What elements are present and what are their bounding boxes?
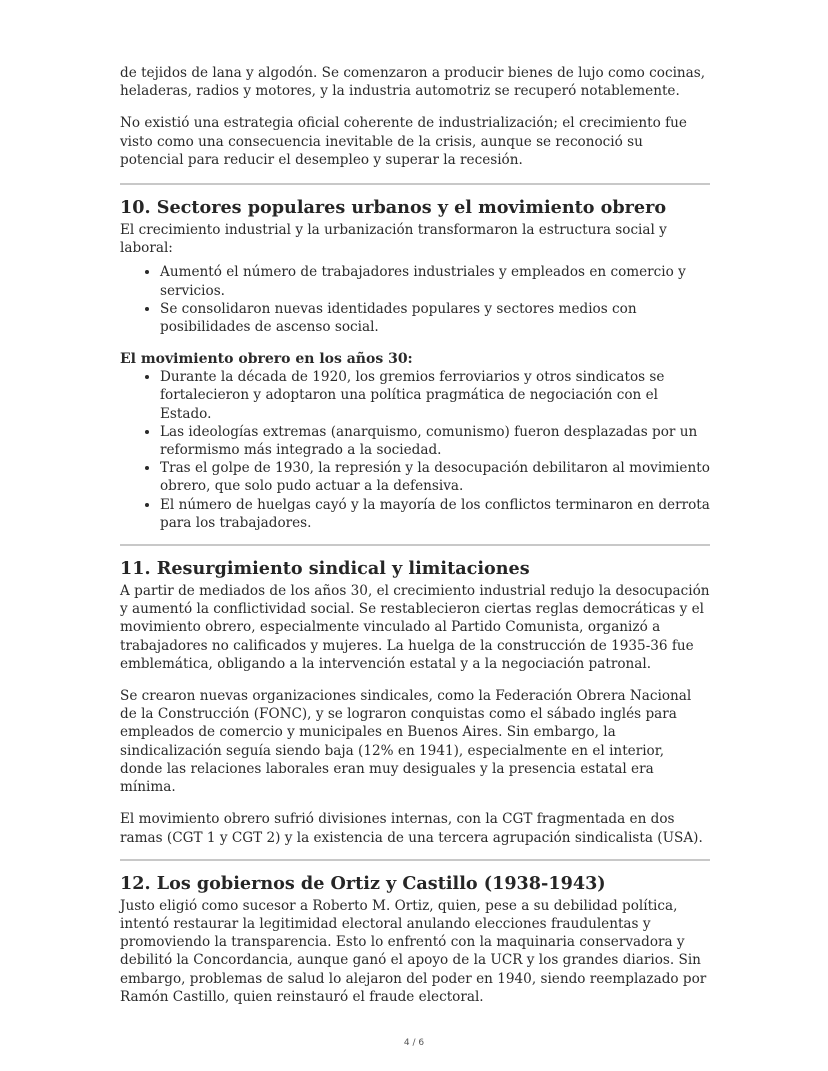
section-12-heading: 12. Los gobiernos de Ortiz y Castillo (1938-1943) (120, 872, 606, 894)
section-11-paragraph-2: Se crearon nuevas organizaciones sindicales, como la Federación Obrera Nacional de la Construcción (FONC), y se lograron conquistas como el sábado inglés para empleados de comercio y municipales en Buenos Aires. Sin embargo, la sindicalización seguía siendo baja (12% en 1941), especialmente en el interior, donde las relaciones laborales eran muy desiguales y la presencia estatal era mínima. (120, 688, 692, 796)
section-10-sublist (120, 368, 710, 532)
section-10-subheading: El movimiento obrero en los años 30: (120, 351, 413, 368)
list-item: • Se consolidaron nuevas identidades populares y sectores medios con posibilidades de ascenso social. (160, 300, 710, 336)
list-item: • El número de huelgas cayó y la mayoría de los conflictos terminaron en derrota para los trabajadores. (160, 496, 710, 532)
list-item: • Las ideologías extremas (anarquismo, comunismo) fueron desplazadas por un reformismo más integrado a la sociedad. (160, 423, 710, 459)
section-11-paragraph-3: El movimiento obrero sufrió divisiones internas, con la CGT fragmentada en dos ramas (CGT 1 y CGT 2) y la existencia de una tercera agrupación sindicalista (USA). (120, 811, 703, 846)
section-divider (120, 183, 710, 185)
section-10-list (120, 263, 710, 336)
list-item: • Aumentó el número de trabajadores industriales y empleados en comercio y servicios. (160, 263, 710, 299)
section-10-heading: 10. Sectores populares urbanos y el movimiento obrero (120, 197, 667, 219)
intro-paragraph-2: No existió una estrategia oficial coherente de industrialización; el crecimiento fue visto como una consecuencia inevitable de la crisis, aunque se reconoció su potencial para reducir el desempleo y superar la recesión. (120, 115, 687, 168)
document-body (120, 64, 710, 1020)
section-11-paragraph-1: A partir de mediados de los años 30, el crecimiento industrial redujo la desocupación y aumentó la conflictividad social. Se restablecieron ciertas reglas democráticas y el movimiento obrero, especialmente vinculado al Partido Comunista, organizó a trabajadores no calificados y mujeres. La huelga de la construcción de 1935-36 fue emblemática, obligando a la intervención estatal y a la negociación patronal. (120, 583, 710, 672)
section-12-paragraph-1: Justo eligió como sucesor a Roberto M. Ortiz, quien, pese a su debilidad política, intentó restaurar la legitimidad electoral anulando elecciones fraudulentas y promoviendo la transparencia. Esto lo enfrentó con la maquinaria conservadora y debilitó la Concordancia, aunque ganó el apoyo de la UCR y los grandes diarios. Sin embargo, problemas de salud lo alejaron del poder en 1940, siendo reemplazado por Ramón Castillo, quien reinstauró el fraude electoral. (120, 897, 707, 1005)
intro-paragraph-1: de tejidos de lana y algodón. Se comenzaron a producir bienes de lujo como cocinas, heladeras, radios y motores, y la industria automotriz se recuperó notablemente. (120, 65, 706, 100)
page-number: 4 / 6 (403, 1038, 425, 1048)
list-item: • Tras el golpe de 1930, la represión y la desocupación debilitaron al movimiento obrero, que solo pudo actuar a la defensiva. (160, 459, 710, 495)
list-item: • Durante la década de 1920, los gremios ferroviarios y otros sindicatos se fortalecieron y adoptaron una política pragmática de negociación con el Estado. (160, 368, 710, 423)
section-11-heading: 11. Resurgimiento sindical y limitaciones (120, 558, 530, 580)
section-divider (120, 859, 710, 861)
section-divider (120, 544, 710, 546)
section-10-lead: El crecimiento industrial y la urbanización transformaron la estructura social y laboral: (120, 222, 667, 257)
